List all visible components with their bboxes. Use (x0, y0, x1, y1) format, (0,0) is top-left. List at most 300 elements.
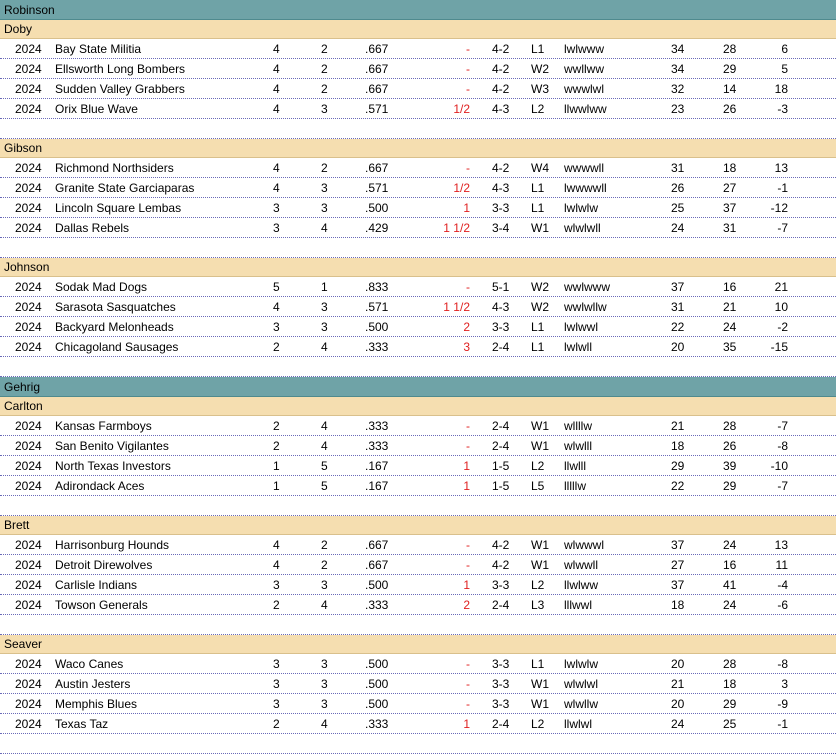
wins-cell: 4 (273, 42, 280, 56)
wins-cell: 2 (273, 598, 280, 612)
games-behind-cell: - (466, 538, 470, 552)
losses-cell: 2 (321, 161, 328, 175)
table-row[interactable] (0, 39, 836, 59)
losses-cell: 3 (321, 181, 328, 195)
losses-cell: 4 (321, 598, 328, 612)
team-name-link[interactable]: Chicagoland Sausages (55, 340, 179, 354)
runs-allowed-cell: 29 (723, 479, 737, 493)
wins-cell: 4 (273, 102, 280, 116)
runs-allowed-cell: 28 (723, 657, 737, 671)
record-cell: 4-2 (492, 558, 510, 572)
streak-cell: L3 (531, 598, 545, 612)
runs-scored-cell: 22 (671, 479, 685, 493)
record-cell: 4-3 (492, 102, 510, 116)
team-name-link[interactable]: Towson Generals (55, 598, 148, 612)
run-diff-cell: -1 (777, 717, 788, 731)
win-pct-cell: .667 (365, 42, 389, 56)
year-cell: 2024 (15, 479, 42, 493)
losses-cell: 4 (321, 221, 328, 235)
last-games-cell: llwwlww (564, 102, 607, 116)
runs-allowed-cell: 28 (723, 42, 737, 56)
record-cell: 4-2 (492, 538, 510, 552)
last-games-cell: wwwlwl (564, 82, 604, 96)
wins-cell: 4 (273, 558, 280, 572)
runs-allowed-cell: 26 (723, 439, 737, 453)
year-cell: 2024 (15, 578, 42, 592)
run-diff-cell: -15 (770, 340, 788, 354)
record-cell: 3-3 (492, 697, 510, 711)
wins-cell: 2 (273, 439, 280, 453)
year-cell: 2024 (15, 340, 42, 354)
runs-scored-cell: 18 (671, 598, 685, 612)
runs-scored-cell: 27 (671, 558, 685, 572)
runs-scored-cell: 18 (671, 439, 685, 453)
record-cell: 4-2 (492, 62, 510, 76)
table-row[interactable] (0, 595, 836, 615)
losses-cell: 3 (321, 677, 328, 691)
record-cell: 3-4 (492, 221, 510, 235)
runs-scored-cell: 20 (671, 697, 685, 711)
wins-cell: 3 (273, 677, 280, 691)
games-behind-cell: 1 1/2 (443, 221, 470, 235)
last-games-cell: llwlwl (564, 717, 592, 731)
streak-cell: W1 (531, 677, 549, 691)
table-row[interactable] (0, 674, 836, 694)
run-diff-cell: -7 (777, 419, 788, 433)
runs-scored-cell: 24 (671, 717, 685, 731)
win-pct-cell: .667 (365, 161, 389, 175)
streak-cell: L1 (531, 340, 545, 354)
streak-cell: W1 (531, 221, 549, 235)
losses-cell: 4 (321, 439, 328, 453)
losses-cell: 4 (321, 340, 328, 354)
last-games-cell: wwllww (564, 62, 604, 76)
streak-cell: L1 (531, 657, 545, 671)
year-cell: 2024 (15, 280, 42, 294)
losses-cell: 5 (321, 459, 328, 473)
record-cell: 3-3 (492, 657, 510, 671)
table-row[interactable] (0, 277, 836, 297)
streak-cell: W1 (531, 419, 549, 433)
runs-scored-cell: 22 (671, 320, 685, 334)
record-cell: 2-4 (492, 598, 510, 612)
table-row[interactable] (0, 99, 836, 119)
runs-allowed-cell: 24 (723, 538, 737, 552)
streak-cell: W2 (531, 62, 549, 76)
division-header: Brett (0, 516, 836, 535)
losses-cell: 3 (321, 657, 328, 671)
team-name-link[interactable]: Richmond Northsiders (55, 161, 174, 175)
row-spacer (0, 496, 836, 516)
runs-allowed-cell: 16 (723, 280, 737, 294)
games-behind-cell: - (466, 677, 470, 691)
streak-cell: W1 (531, 538, 549, 552)
win-pct-cell: .667 (365, 62, 389, 76)
year-cell: 2024 (15, 161, 42, 175)
team-name-link[interactable]: Carlisle Indians (55, 578, 138, 592)
year-cell: 2024 (15, 657, 42, 671)
table-row[interactable] (0, 297, 836, 317)
year-cell: 2024 (15, 221, 42, 235)
run-diff-cell: -12 (770, 201, 788, 215)
last-games-cell: wllllw (564, 419, 592, 433)
year-cell: 2024 (15, 538, 42, 552)
wins-cell: 2 (273, 717, 280, 731)
runs-scored-cell: 37 (671, 578, 685, 592)
runs-allowed-cell: 18 (723, 677, 737, 691)
record-cell: 1-5 (492, 479, 510, 493)
wins-cell: 3 (273, 201, 280, 215)
losses-cell: 2 (321, 42, 328, 56)
win-pct-cell: .667 (365, 82, 389, 96)
losses-cell: 2 (321, 558, 328, 572)
games-behind-cell: - (466, 161, 470, 175)
division-header: Carlton (0, 397, 836, 416)
record-cell: 3-3 (492, 578, 510, 592)
last-games-cell: wlwwwl (564, 538, 604, 552)
run-diff-cell: -8 (777, 657, 788, 671)
win-pct-cell: .500 (365, 697, 389, 711)
streak-cell: W1 (531, 439, 549, 453)
losses-cell: 3 (321, 578, 328, 592)
team-name-link[interactable]: Memphis Blues (55, 697, 138, 711)
last-games-cell: wlwllw (564, 697, 598, 711)
win-pct-cell: .167 (365, 459, 389, 473)
table-row[interactable] (0, 575, 836, 595)
table-row[interactable] (0, 198, 836, 218)
runs-scored-cell: 26 (671, 181, 685, 195)
wins-cell: 4 (273, 538, 280, 552)
run-diff-cell: 13 (774, 538, 788, 552)
win-pct-cell: .571 (365, 181, 389, 195)
wins-cell: 4 (273, 62, 280, 76)
record-cell: 4-2 (492, 42, 510, 56)
wins-cell: 1 (273, 459, 280, 473)
table-row[interactable] (0, 535, 836, 555)
losses-cell: 3 (321, 320, 328, 334)
win-pct-cell: .333 (365, 439, 389, 453)
team-name-link[interactable]: Detroit Direwolves (55, 558, 153, 572)
run-diff-cell: -9 (777, 697, 788, 711)
streak-cell: L1 (531, 201, 545, 215)
record-cell: 2-4 (492, 419, 510, 433)
record-cell: 4-3 (492, 181, 510, 195)
streak-cell: W2 (531, 280, 549, 294)
team-name-link[interactable]: Adirondack Aces (55, 479, 145, 493)
year-cell: 2024 (15, 598, 42, 612)
wins-cell: 4 (273, 161, 280, 175)
league-header: Robinson (0, 0, 836, 20)
games-behind-cell: 1 1/2 (443, 300, 470, 314)
team-name-link[interactable]: Ellsworth Long Bombers (55, 62, 186, 76)
team-name-link[interactable]: Backyard Melonheads (55, 320, 174, 334)
last-games-cell: lwlwlw (564, 657, 598, 671)
year-cell: 2024 (15, 300, 42, 314)
streak-cell: W4 (531, 161, 549, 175)
runs-scored-cell: 20 (671, 340, 685, 354)
games-behind-cell: 1 (463, 717, 470, 731)
table-row[interactable] (0, 436, 836, 456)
runs-allowed-cell: 16 (723, 558, 737, 572)
win-pct-cell: .333 (365, 598, 389, 612)
team-name-link[interactable]: Sodak Mad Dogs (55, 280, 148, 294)
runs-allowed-cell: 26 (723, 102, 737, 116)
runs-scored-cell: 37 (671, 538, 685, 552)
record-cell: 4-2 (492, 82, 510, 96)
streak-cell: L2 (531, 717, 545, 731)
last-games-cell: lwlwll (564, 340, 592, 354)
table-row[interactable] (0, 337, 836, 357)
run-diff-cell: -4 (777, 578, 788, 592)
games-behind-cell: - (466, 558, 470, 572)
year-cell: 2024 (15, 102, 42, 116)
run-diff-cell: 3 (781, 677, 788, 691)
row-spacer (0, 357, 836, 377)
runs-allowed-cell: 14 (723, 82, 737, 96)
runs-allowed-cell: 24 (723, 598, 737, 612)
runs-scored-cell: 32 (671, 82, 685, 96)
team-name-link[interactable]: Lincoln Square Lembas (55, 201, 182, 215)
last-games-cell: wlwwll (564, 558, 598, 572)
win-pct-cell: .500 (365, 578, 389, 592)
last-games-cell: lllwwl (564, 598, 592, 612)
streak-cell: L1 (531, 181, 545, 195)
games-behind-cell: 1 (463, 479, 470, 493)
runs-scored-cell: 21 (671, 419, 685, 433)
runs-scored-cell: 31 (671, 300, 685, 314)
record-cell: 4-3 (492, 300, 510, 314)
record-cell: 4-2 (492, 161, 510, 175)
win-pct-cell: .571 (365, 102, 389, 116)
runs-allowed-cell: 41 (723, 578, 737, 592)
runs-allowed-cell: 31 (723, 221, 737, 235)
runs-scored-cell: 20 (671, 657, 685, 671)
win-pct-cell: .500 (365, 201, 389, 215)
year-cell: 2024 (15, 717, 42, 731)
run-diff-cell: 5 (781, 62, 788, 76)
team-name-link[interactable]: Sudden Valley Grabbers (55, 82, 185, 96)
table-row[interactable] (0, 416, 836, 436)
win-pct-cell: .333 (365, 340, 389, 354)
runs-allowed-cell: 29 (723, 697, 737, 711)
last-games-cell: lwwwwll (564, 181, 607, 195)
streak-cell: W3 (531, 82, 549, 96)
last-games-cell: wwwwll (564, 161, 604, 175)
run-diff-cell: 6 (781, 42, 788, 56)
games-behind-cell: 1 (463, 578, 470, 592)
streak-cell: L1 (531, 42, 545, 56)
win-pct-cell: .667 (365, 538, 389, 552)
team-name-link[interactable]: Texas Taz (55, 717, 109, 731)
runs-scored-cell: 24 (671, 221, 685, 235)
win-pct-cell: .167 (365, 479, 389, 493)
runs-allowed-cell: 25 (723, 717, 737, 731)
team-name-link[interactable]: Harrisonburg Hounds (55, 538, 170, 552)
runs-scored-cell: 25 (671, 201, 685, 215)
table-row[interactable] (0, 456, 836, 476)
run-diff-cell: -8 (777, 439, 788, 453)
wins-cell: 1 (273, 479, 280, 493)
losses-cell: 2 (321, 538, 328, 552)
record-cell: 2-4 (492, 717, 510, 731)
year-cell: 2024 (15, 62, 42, 76)
record-cell: 1-5 (492, 459, 510, 473)
runs-allowed-cell: 27 (723, 181, 737, 195)
year-cell: 2024 (15, 439, 42, 453)
year-cell: 2024 (15, 42, 42, 56)
games-behind-cell: 2 (463, 598, 470, 612)
table-row[interactable] (0, 476, 836, 496)
year-cell: 2024 (15, 320, 42, 334)
team-name-link[interactable]: Sarasota Sasquatches (55, 300, 176, 314)
team-name-link[interactable]: Orix Blue Wave (55, 102, 138, 116)
year-cell: 2024 (15, 697, 42, 711)
run-diff-cell: -3 (777, 102, 788, 116)
team-name-link[interactable]: San Benito Vigilantes (55, 439, 169, 453)
win-pct-cell: .500 (365, 657, 389, 671)
record-cell: 2-4 (492, 439, 510, 453)
wins-cell: 5 (273, 280, 280, 294)
games-behind-cell: 1 (463, 459, 470, 473)
team-name-link[interactable]: Bay State Militia (55, 42, 142, 56)
runs-scored-cell: 21 (671, 677, 685, 691)
games-behind-cell: - (466, 439, 470, 453)
losses-cell: 3 (321, 201, 328, 215)
runs-allowed-cell: 21 (723, 300, 737, 314)
wins-cell: 3 (273, 657, 280, 671)
run-diff-cell: -6 (777, 598, 788, 612)
table-row[interactable] (0, 59, 836, 79)
team-name-link[interactable]: Granite State Garciaparas (55, 181, 195, 195)
runs-allowed-cell: 35 (723, 340, 737, 354)
streak-cell: W2 (531, 300, 549, 314)
last-games-cell: llwlll (564, 459, 586, 473)
wins-cell: 3 (273, 320, 280, 334)
record-cell: 3-3 (492, 201, 510, 215)
table-row[interactable] (0, 654, 836, 674)
runs-allowed-cell: 29 (723, 62, 737, 76)
losses-cell: 4 (321, 717, 328, 731)
win-pct-cell: .333 (365, 419, 389, 433)
games-behind-cell: 3 (463, 340, 470, 354)
win-pct-cell: .667 (365, 558, 389, 572)
run-diff-cell: 10 (774, 300, 788, 314)
year-cell: 2024 (15, 558, 42, 572)
runs-scored-cell: 29 (671, 459, 685, 473)
streak-cell: L2 (531, 102, 545, 116)
table-row[interactable] (0, 158, 836, 178)
wins-cell: 3 (273, 221, 280, 235)
losses-cell: 5 (321, 479, 328, 493)
division-header: Doby (0, 20, 836, 39)
record-cell: 2-4 (492, 340, 510, 354)
row-spacer (0, 238, 836, 258)
losses-cell: 3 (321, 300, 328, 314)
row-spacer (0, 615, 836, 635)
games-behind-cell: - (466, 42, 470, 56)
wins-cell: 2 (273, 419, 280, 433)
games-behind-cell: - (466, 657, 470, 671)
table-row[interactable] (0, 79, 836, 99)
last-games-cell: wwlwww (564, 280, 610, 294)
games-behind-cell: - (466, 280, 470, 294)
division-header: Seaver (0, 635, 836, 654)
year-cell: 2024 (15, 82, 42, 96)
runs-scored-cell: 37 (671, 280, 685, 294)
runs-allowed-cell: 39 (723, 459, 737, 473)
team-name-link[interactable]: North Texas Investors (55, 459, 171, 473)
run-diff-cell: -2 (777, 320, 788, 334)
run-diff-cell: 11 (775, 558, 788, 572)
losses-cell: 1 (321, 280, 328, 294)
win-pct-cell: .429 (365, 221, 389, 235)
streak-cell: L2 (531, 578, 545, 592)
year-cell: 2024 (15, 459, 42, 473)
losses-cell: 4 (321, 419, 328, 433)
table-row[interactable] (0, 555, 836, 575)
runs-allowed-cell: 28 (723, 419, 737, 433)
table-row[interactable] (0, 178, 836, 198)
games-behind-cell: 1/2 (453, 181, 470, 195)
run-diff-cell: -7 (777, 479, 788, 493)
wins-cell: 4 (273, 300, 280, 314)
last-games-cell: wlwlwll (564, 221, 601, 235)
runs-scored-cell: 34 (671, 62, 685, 76)
table-row[interactable] (0, 694, 836, 714)
losses-cell: 3 (321, 102, 328, 116)
division-header: Gibson (0, 139, 836, 158)
record-cell: 3-3 (492, 320, 510, 334)
run-diff-cell: 18 (774, 82, 788, 96)
games-behind-cell: 1/2 (453, 102, 470, 116)
last-games-cell: lwlwwl (564, 320, 598, 334)
win-pct-cell: .500 (365, 677, 389, 691)
wins-cell: 3 (273, 578, 280, 592)
runs-allowed-cell: 24 (723, 320, 737, 334)
win-pct-cell: .333 (365, 717, 389, 731)
win-pct-cell: .500 (365, 320, 389, 334)
games-behind-cell: 2 (463, 320, 470, 334)
last-games-cell: wwlwllw (564, 300, 607, 314)
games-behind-cell: - (466, 697, 470, 711)
streak-cell: L2 (531, 459, 545, 473)
team-name-link[interactable]: Waco Canes (55, 657, 124, 671)
last-games-cell: lwlwlw (564, 201, 598, 215)
year-cell: 2024 (15, 181, 42, 195)
last-games-cell: lwlwww (564, 42, 604, 56)
runs-allowed-cell: 18 (723, 161, 737, 175)
team-name-link[interactable]: Dallas Rebels (55, 221, 130, 235)
streak-cell: L5 (531, 479, 545, 493)
run-diff-cell: 13 (774, 161, 788, 175)
year-cell: 2024 (15, 677, 42, 691)
games-behind-cell: 1 (463, 201, 470, 215)
team-name-link[interactable]: Kansas Farmboys (55, 419, 152, 433)
run-diff-cell: 21 (774, 280, 788, 294)
record-cell: 5-1 (492, 280, 510, 294)
run-diff-cell: -10 (770, 459, 788, 473)
table-row[interactable] (0, 714, 836, 734)
runs-allowed-cell: 37 (723, 201, 737, 215)
win-pct-cell: .571 (365, 300, 389, 314)
games-behind-cell: - (466, 62, 470, 76)
record-cell: 3-3 (492, 677, 510, 691)
division-header: Johnson (0, 258, 836, 277)
losses-cell: 3 (321, 697, 328, 711)
team-name-link[interactable]: Austin Jesters (55, 677, 131, 691)
table-row[interactable] (0, 218, 836, 238)
table-row[interactable] (0, 317, 836, 337)
